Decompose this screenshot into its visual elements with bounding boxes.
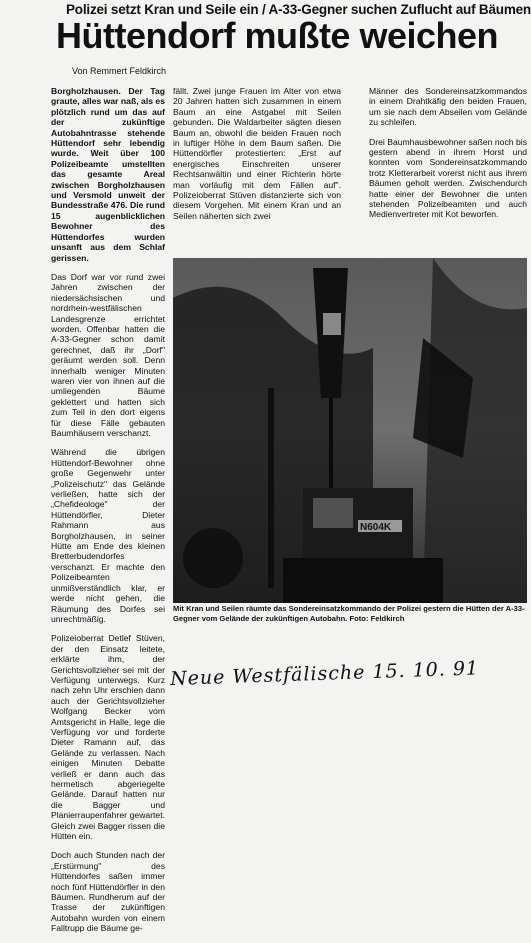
- body-paragraph: Doch auch Stunden nach der „Erstürmung" des Hüttendorfes saßen immer noch fünf Hüttendörfler in den Bäumen. Rundherum auf der Trasse der zukünftigen Autobahn wurden von einem Falltrupp die Bäume ge-: [51, 850, 165, 934]
- crane-photo-illustration: [173, 258, 527, 603]
- body-paragraph: Männer des Sondereinsatzkommandos in einem Drahtkäfig den beiden Frauen, um sie nach dem Abseilen vom Gelände zu schleifen.: [369, 86, 527, 128]
- article-column-1: [51, 86, 165, 943]
- article-kicker: Polizei setzt Kran und Seile ein / A-33-Gegner suchen Zuflucht auf Bäumen: [66, 2, 531, 17]
- article-headline: Hüttendorf mußte weichen: [56, 15, 499, 56]
- body-paragraph: Drei Baumhausbewohner saßen noch bis gestern abend in ihrem Horst und konnten vom Sondereinsatzkommando trotz Kletterarbeit vorerst nicht aus ihrem Bäumen geholt werden. Zwischendurch hatte einer der Bewohner die unten stehenden Polizeibeamten und auch Medienvertreter mit Kot beworfen.: [369, 136, 527, 220]
- article-column-2: [173, 86, 341, 230]
- news-photo: [173, 258, 527, 603]
- article-column-3: [369, 86, 527, 229]
- article-byline: Von Remmert Feldkirch: [72, 66, 167, 76]
- body-paragraph: Polizeioberrat Detlef Stüven, der den Einsatz leitete, erklärte ihm, der Gerichtsvollzieher sei mit der Verfügung unterwegs. Kurz nach zehn Uhr erschien dann auch der Gerichtsvollzieher Wolfgang Becker vom Amtsgericht in Halle, lege die Verfügung vor und forderte Dieter Ramann auf, das Gelände zu verlassen. Nach einigen Minuten Debatte verließ er dann auch das hermetisch abgeriegelte Gelände. Darauf hatten nur die Bagger und Planierraupenfahrer gewartet. Gleich zwei Bagger rissen die Hütten ein.: [51, 633, 165, 842]
- body-paragraph: Während die übrigen Hüttendorf-Bewohner ohne große Gegenwehr unter „Polizeischutz" das Gelände verließen, hatte sich der „Chefideologe" der Hüttendörfler, Dieter Rahmann aus Borgholzhausen, in seiner Hütte am Ende des kleinen Bretterbudendorfes verschanzt. Er machte den Polizeibeamten unmißverständlich klar, er werde nicht gehen, die Räumung des Dorfes sei unrechtmäßig.: [51, 447, 165, 624]
- lead-paragraph: Borgholzhausen. Der Tag graute, alles war naß, als es plötzlich rund um das auf der zukünftige Autobahntrasse stehende Hüttendorf sehr lebendig wurde. Weit über 100 Polizeibeamte umstellten das gesamte Areal zwischen Borgholzhausen und Versmold unweit der Bundesstraße 476. Die rund 15 augenblicklichen Bewohner des Hüttendorfes wurden unsanft aus dem Schlaf gerissen.: [51, 86, 165, 263]
- vehicle-plate: N604K: [360, 522, 392, 533]
- body-paragraph: fällt. Zwei junge Frauen im Alter von etwa 20 Jahren hatten sich zusammen in einem Baum an eine Astgabel mit Seilen gebunden. Die Waldarbeiter sägten diesen Baum an, obwohl die beiden Frauen noch in luftiger Höhe in dem Baum saßen. Die Hüttendörfler protestierten: „Erst auf energisches Einschreiten unserer Rechtsanwältin und einer Richterin hörte man vorläufig mit dem Fällen auf". Polizeioberrat Stüven distanzierte sich von diesem Vorgehen. Mit einem Kran und an Seilen näherten sich zwei: [173, 86, 341, 221]
- photo-caption: Mit Kran und Seilen räumte das Sondereinsatzkommando der Polizei gestern die Hütten der A-33-Gegner vom Gelände der zukünftigen Autobahn. Foto: Feldkirch: [173, 604, 525, 623]
- body-paragraph: Das Dorf war vor rund zwei Jahren zwischen der niedersächsischen und nordrhein-westfälischen Landesgrenze errichtet worden. Offenbar hatten die A-33-Gegner schon damit gerechnet, daß ihr „Dorf" geräumt werden soll. Denn innerhalb weniger Minuten waren vier von ihnen auf die umliegenden Bäume geklettert und hatten sich zum Teil in den dort eigens für diese Fälle gebauten Baumhäusern verschanzt.: [51, 271, 165, 438]
- handwritten-source-note: Neue Westfälische 15. 10. 91: [169, 657, 480, 691]
